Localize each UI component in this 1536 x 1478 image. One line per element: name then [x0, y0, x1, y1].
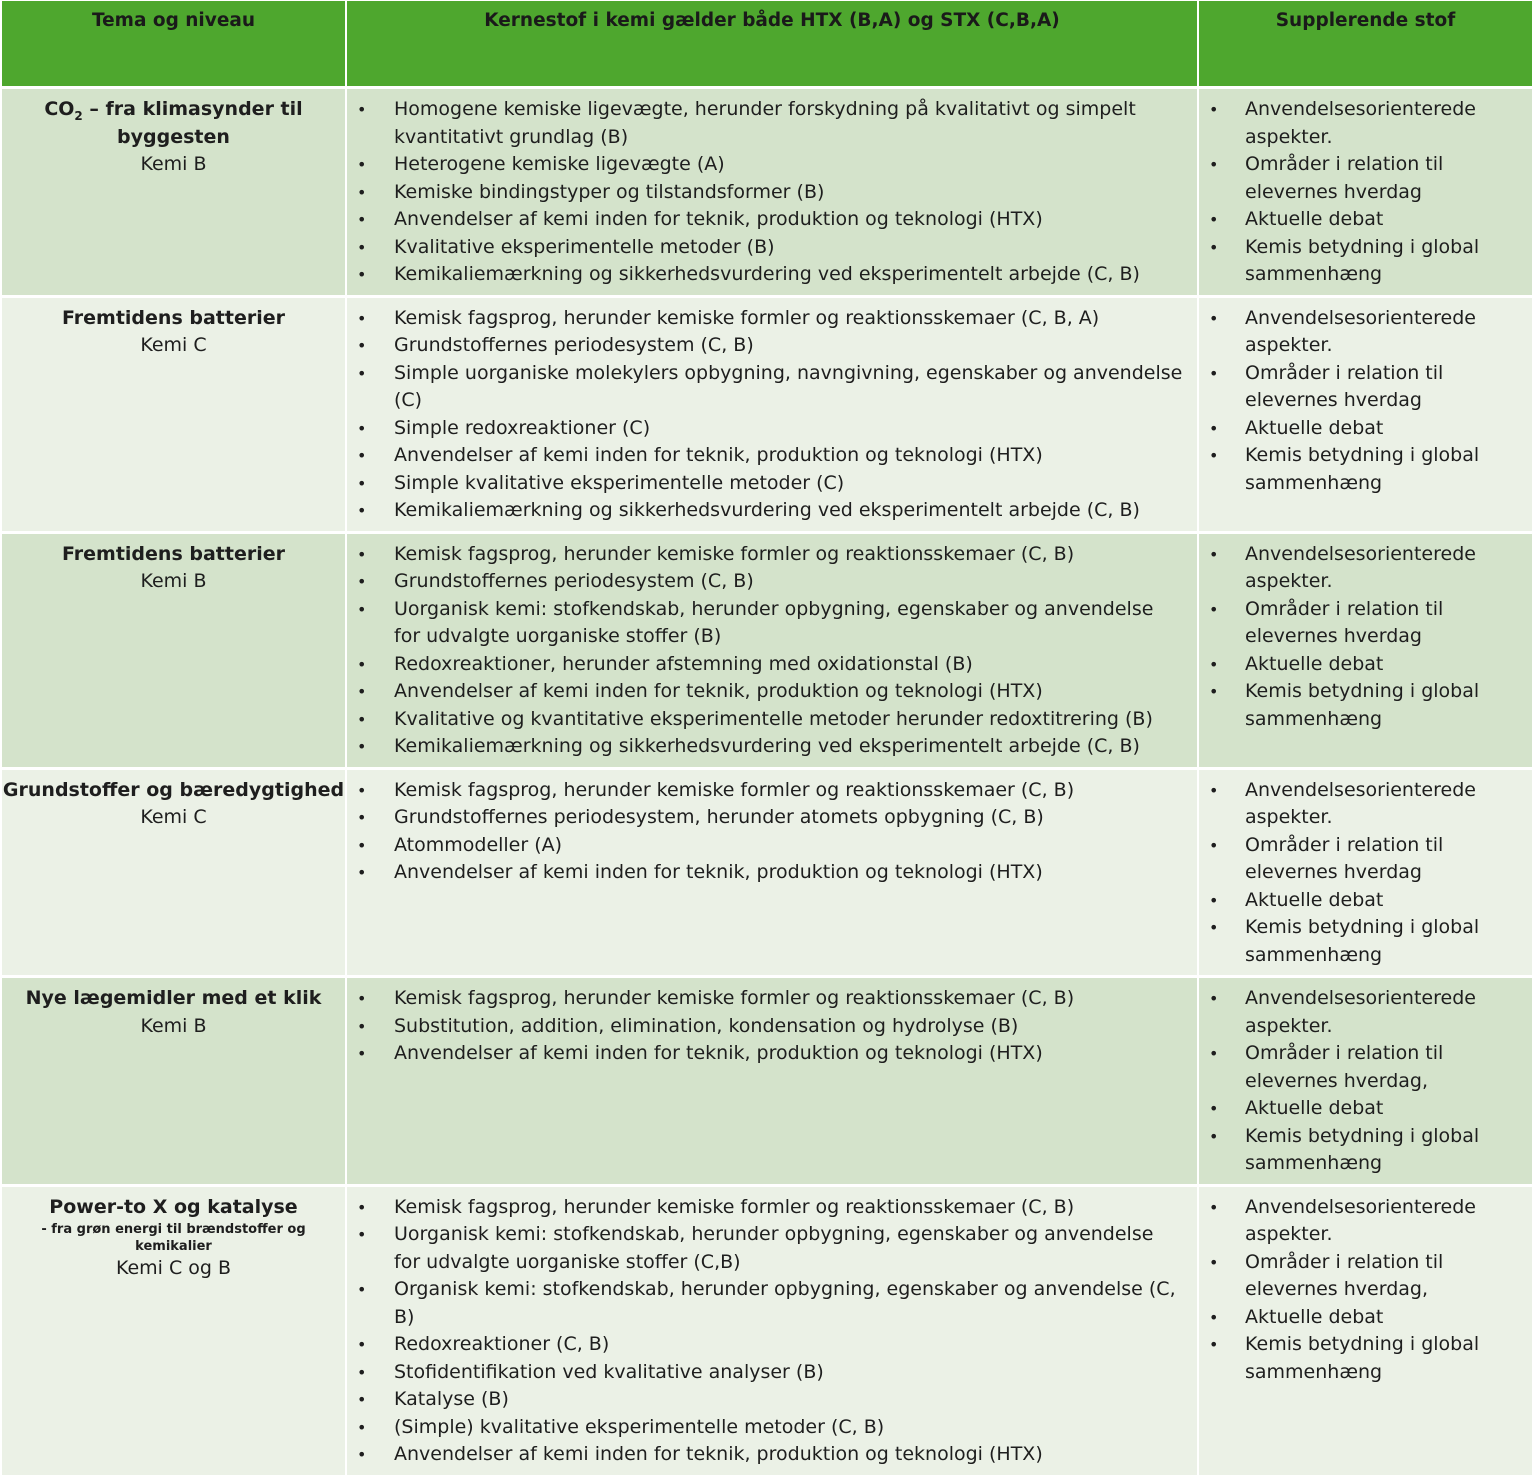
theme-title: Grundstoffer og bæredygtighed [2, 778, 345, 801]
list-item: • Kemikaliemærkning og sikkerhedsvurdering ved eksperimentelt arbejde (C, B) [347, 261, 1197, 289]
theme-title-formula: CO [44, 98, 75, 120]
list-item: • Kemikaliemærkning og sikkerhedsvurdering ved eksperimentelt arbejde (C, B) [347, 497, 1197, 525]
list-item: • Grundstoffernes periodesystem (C, B) [347, 568, 1197, 596]
header-core-content: Kernestof i kemi gælder både HTX (B,A) og STX (C,B,A) [347, 1, 1199, 89]
level-label: Kemi C [140, 334, 207, 356]
list-item: • Kemis betydning i global sammenhæng [1199, 678, 1532, 733]
level-label: Kemi B [140, 570, 207, 592]
theme-title: Nye lægemidler med et klik [25, 987, 322, 1009]
table-row [2, 298, 1532, 534]
list-item: • Aktuelle debat [1199, 651, 1532, 679]
list-item: • Kemis betydning i global sammenhæng [1199, 914, 1532, 969]
list-item: • Atommodeller (A) [347, 832, 1197, 860]
theme-title: Fremtidens batterier [62, 306, 285, 329]
supplementary-list [1199, 1187, 1532, 1393]
list-item: • Anvendelsesorienterede aspekter. [1199, 541, 1532, 596]
list-item: • Kemis betydning i global sammenhæng [1199, 1123, 1532, 1178]
list-item: • Kemiske bindingstyper og tilstandsformer (B) [347, 179, 1197, 207]
theme-title [2, 96, 345, 151]
core-content-cell [347, 89, 1199, 298]
level-label: Kemi B [140, 153, 207, 175]
list-item: • Områder i relation til elevernes hverdag, [1199, 1249, 1532, 1304]
theme-cell [2, 298, 347, 534]
list-item: • Substitution, addition, elimination, kondensation og hydrolyse (B) [347, 1013, 1197, 1041]
theme-title: Fremtidens batterier [62, 542, 285, 565]
core-content-list [347, 89, 1197, 295]
list-item: • Simple kvalitative eksperimentelle metoder (C) [347, 470, 1197, 498]
core-content-cell [347, 770, 1199, 979]
list-item: • Simple redoxreaktioner (C) [347, 415, 1197, 443]
list-item: • Kvalitative eksperimentelle metoder (B) [347, 234, 1197, 262]
list-item: • (Simple) kvalitative eksperimentelle metoder (C, B) [347, 1414, 1197, 1442]
list-item: • Aktuelle debat [1199, 206, 1532, 234]
list-item: • Anvendelser af kemi inden for teknik, produktion og teknologi (HTX) [347, 442, 1197, 470]
supplementary-list [1199, 89, 1532, 295]
list-item: • Kemisk fagsprog, herunder kemiske formler og reaktionsskemaer (C, B, A) [347, 305, 1197, 333]
list-item: • Uorganisk kemi: stofkendskab, herunder opbygning, egenskaber og anvendelse for udvalgte uorganiske stoffer (C,B) [347, 1221, 1197, 1276]
list-item: • Anvendelsesorienterede aspekter. [1199, 777, 1532, 832]
table-row [2, 534, 1532, 770]
list-item: • Grundstoffernes periodesystem, herunder atomets opbygning (C, B) [347, 804, 1197, 832]
core-content-list [347, 534, 1197, 767]
header-theme-level: Tema og niveau [2, 1, 347, 89]
list-item: • Redoxreaktioner, herunder afstemning med oxidationstal (B) [347, 651, 1197, 679]
list-item: • Katalyse (B) [347, 1386, 1197, 1414]
list-item: • Organisk kemi: stofkendskab, herunder opbygning, egenskaber og anvendelse (C, B) [347, 1276, 1197, 1331]
core-content-cell [347, 978, 1199, 1187]
core-content-list [347, 770, 1197, 893]
list-item: • Kemis betydning i global sammenhæng [1199, 234, 1532, 289]
list-item: • Aktuelle debat [1199, 1095, 1532, 1123]
theme-cell [2, 534, 347, 770]
list-item: • Områder i relation til elevernes hverdag [1199, 360, 1532, 415]
theme-subtitle: - fra grøn energi til brændstoffer og kemikalier [41, 1222, 306, 1254]
theme-cell [2, 770, 347, 979]
theme-cell [2, 978, 347, 1187]
list-item: • Aktuelle debat [1199, 887, 1532, 915]
list-item: • Anvendelser af kemi inden for teknik, produktion og teknologi (HTX) [347, 1441, 1197, 1469]
supplementary-list [1199, 298, 1532, 504]
theme-title-text: – fra klimasynder til byggesten [82, 98, 303, 148]
core-content-list [347, 298, 1197, 531]
list-item: • Redoxreaktioner (C, B) [347, 1331, 1197, 1359]
header-supplementary: Supplerende stof [1199, 1, 1532, 89]
table-row [2, 1187, 1532, 1478]
header-row [2, 1, 1532, 89]
list-item: • Anvendelsesorienterede aspekter. [1199, 985, 1532, 1040]
supplementary-list [1199, 770, 1532, 976]
core-content-list [347, 1187, 1197, 1475]
supplementary-cell [1199, 1187, 1532, 1478]
theme-title: Power-to X og katalyse [49, 1195, 298, 1218]
list-item: • Grundstoffernes periodesystem (C, B) [347, 332, 1197, 360]
list-item: • Kemisk fagsprog, herunder kemiske formler og reaktionsskemaer (C, B) [347, 541, 1197, 569]
list-item: • Kemisk fagsprog, herunder kemiske formler og reaktionsskemaer (C, B) [347, 1194, 1197, 1222]
table-row [2, 978, 1532, 1187]
list-item: • Områder i relation til elevernes hverdag, [1199, 1040, 1532, 1095]
list-item: • Kemisk fagsprog, herunder kemiske formler og reaktionsskemaer (C, B) [347, 985, 1197, 1013]
theme-cell [2, 89, 347, 298]
list-item: • Aktuelle debat [1199, 1304, 1532, 1332]
supplementary-list [1199, 534, 1532, 740]
supplementary-list [1199, 978, 1532, 1184]
level-label: Kemi C [140, 806, 207, 828]
list-item: • Heterogene kemiske ligevægte (A) [347, 151, 1197, 179]
curriculum-table [2, 1, 1532, 1478]
theme-cell [2, 1187, 347, 1478]
list-item: • Områder i relation til elevernes hverdag [1199, 596, 1532, 651]
list-item: • Homogene kemiske ligevægte, herunder forskydning på kvalitativt og simpelt kvantitativt grundlag (B) [347, 96, 1197, 151]
theme-title-subscript: 2 [74, 108, 83, 123]
table-row [2, 89, 1532, 298]
core-content-cell [347, 298, 1199, 534]
list-item: • Anvendelsesorienterede aspekter. [1199, 96, 1532, 151]
supplementary-cell [1199, 89, 1532, 298]
level-label: Kemi C og B [115, 1257, 232, 1279]
level-label: Kemi B [140, 1014, 207, 1037]
supplementary-cell [1199, 978, 1532, 1187]
list-item: • Kvalitative og kvantitative eksperimentelle metoder herunder redoxtitrering (B) [347, 706, 1197, 734]
list-item: • Områder i relation til elevernes hverdag [1199, 151, 1532, 206]
list-item: • Aktuelle debat [1199, 415, 1532, 443]
list-item: • Kemis betydning i global sammenhæng [1199, 1331, 1532, 1386]
list-item: • Kemis betydning i global sammenhæng [1199, 442, 1532, 497]
table-row [2, 770, 1532, 979]
supplementary-cell [1199, 298, 1532, 534]
core-content-cell [347, 534, 1199, 770]
list-item: • Anvendelser af kemi inden for teknik, produktion og teknologi (HTX) [347, 678, 1197, 706]
list-item: • Anvendelser af kemi inden for teknik, produktion og teknologi (HTX) [347, 1040, 1197, 1068]
list-item: • Simple uorganiske molekylers opbygning, navngivning, egenskaber og anvendelse (C) [347, 360, 1197, 415]
supplementary-cell [1199, 770, 1532, 979]
supplementary-cell [1199, 534, 1532, 770]
core-content-cell [347, 1187, 1199, 1478]
list-item: • Kemisk fagsprog, herunder kemiske formler og reaktionsskemaer (C, B) [347, 777, 1197, 805]
core-content-list [347, 978, 1197, 1074]
list-item: • Stofidentifikation ved kvalitative analyser (B) [347, 1359, 1197, 1387]
list-item: • Kemikaliemærkning og sikkerhedsvurdering ved eksperimentelt arbejde (C, B) [347, 733, 1197, 761]
list-item: • Områder i relation til elevernes hverdag [1199, 832, 1532, 887]
list-item: • Anvendelser af kemi inden for teknik, produktion og teknologi (HTX) [347, 859, 1197, 887]
list-item: • Uorganisk kemi: stofkendskab, herunder opbygning, egenskaber og anvendelse for udvalgte uorganiske stoffer (B) [347, 596, 1197, 651]
list-item: • Anvendelser af kemi inden for teknik, produktion og teknologi (HTX) [347, 206, 1197, 234]
list-item: • Anvendelsesorienterede aspekter. [1199, 1194, 1532, 1249]
list-item: • Anvendelsesorienterede aspekter. [1199, 305, 1532, 360]
